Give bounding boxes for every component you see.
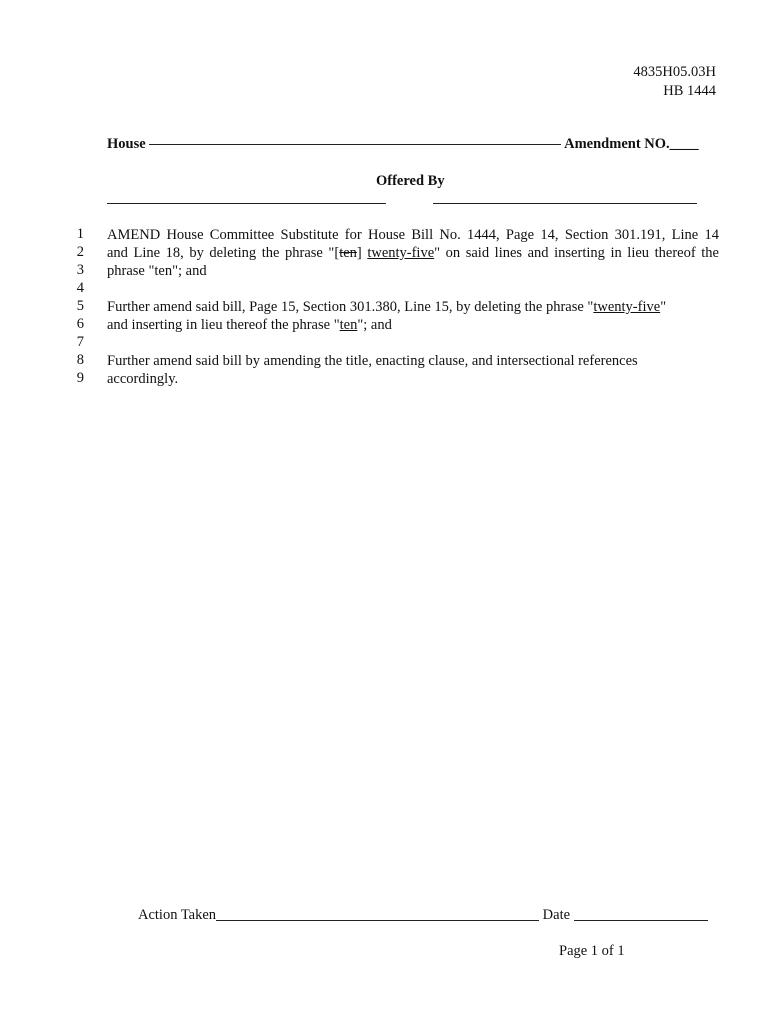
- offered-by-label: Offered By: [376, 173, 445, 189]
- paragraph-line: AMEND House Committee Substitute for House Bill No. 1444, Page 14, Section 301.191, Line 14: [107, 227, 719, 243]
- date-label: Date: [542, 907, 571, 923]
- house-label: House: [107, 136, 146, 152]
- paragraph-line: [107, 316, 719, 334]
- underlined-text: ten: [339, 317, 358, 333]
- bill-number: HB 1444: [663, 83, 716, 99]
- line-number: 9: [76, 370, 84, 386]
- page-number: Page 1 of 1: [559, 943, 625, 959]
- action-taken-label: Action Taken: [138, 907, 217, 923]
- amendment-label: Amendment NO.____: [564, 136, 699, 152]
- action-taken-blank: [216, 920, 539, 921]
- text-segment: and inserting in lieu thereof the phrase ": [107, 317, 340, 333]
- date-blank: [574, 920, 708, 921]
- paragraph-line: Further amend said bill by amending the title, enacting clause, and intersectional references: [107, 353, 638, 369]
- line-number: 6: [76, 316, 84, 332]
- text-segment: ": [660, 299, 667, 315]
- document-id: 4835H05.03H: [633, 64, 716, 80]
- action-taken-line: [138, 907, 708, 924]
- text-segment: " on said lines and inserting in lieu thereof the: [434, 245, 719, 261]
- line-number: 5: [76, 298, 84, 314]
- line-number: 7: [76, 334, 84, 350]
- amendment-paragraph-2: [107, 298, 719, 334]
- text-segment: Further amend said bill, Page 15, Section 301.380, Line 15, by deleting the phrase ": [107, 299, 594, 315]
- underlined-text: twenty-five: [593, 299, 661, 315]
- line-number: 3: [76, 262, 84, 278]
- line-number: 1: [76, 226, 84, 242]
- paragraph-line: [107, 244, 719, 262]
- text-segment: "; and: [357, 317, 392, 333]
- amendment-paragraph-3: [107, 352, 719, 388]
- text-segment: and Line 18, by deleting the phrase "[: [107, 245, 340, 261]
- line-number: 8: [76, 352, 84, 368]
- paragraph-line: phrase "ten"; and: [107, 263, 207, 279]
- house-blank: [149, 144, 561, 145]
- text-segment: ]: [356, 245, 368, 261]
- offered-by-blank-right: [433, 191, 697, 204]
- struck-text: ten: [339, 245, 357, 261]
- paragraph-line: [107, 298, 719, 316]
- house-line: [107, 136, 699, 153]
- line-number: 2: [76, 244, 84, 260]
- paragraph-line: accordingly.: [107, 371, 179, 387]
- underlined-text: twenty-five: [367, 245, 435, 261]
- amendment-paragraph-1: [107, 226, 719, 280]
- line-number: 4: [76, 280, 84, 296]
- offered-by-blank-left: [107, 191, 386, 204]
